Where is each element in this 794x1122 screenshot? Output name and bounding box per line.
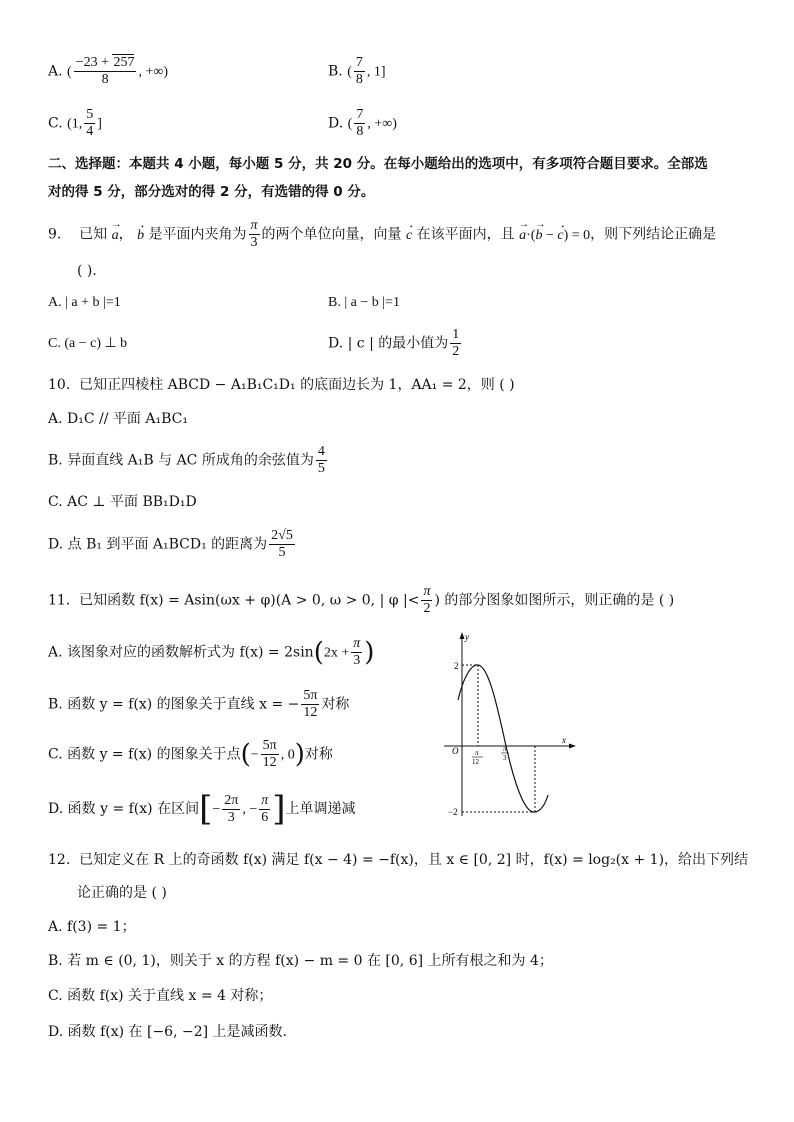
option-text: D₁C // 平面 A₁BC₁ — [67, 411, 188, 427]
tick2-numerator: π — [503, 745, 507, 753]
q12-stem-line2: 论正确的是 ( ) — [77, 885, 167, 901]
denominator: 4 — [86, 124, 94, 139]
option-label: C. — [48, 746, 63, 763]
q12-stem-line1 — [48, 851, 748, 869]
fraction — [354, 55, 365, 88]
fraction — [354, 107, 365, 140]
q12-option-c — [48, 987, 272, 1005]
option-tail: , +∞) — [138, 64, 169, 80]
option-label: C. — [48, 988, 63, 1004]
x-arrow — [569, 744, 576, 749]
fraction — [259, 793, 270, 826]
q10-option-a — [48, 410, 188, 428]
origin-label: O — [452, 746, 459, 756]
question-number: 11. — [48, 592, 71, 609]
option-text: f(3) = 1； — [67, 919, 136, 935]
numerator: 2√5 — [271, 528, 293, 543]
numerator: 5π — [262, 738, 277, 753]
numerator-part: −23 + — [75, 55, 109, 70]
option-label: A. — [48, 644, 63, 661]
vector-a: → a — [112, 227, 119, 245]
sign: − — [250, 747, 259, 763]
denominator: 3 — [250, 235, 258, 250]
y-axis-label: y — [465, 632, 469, 642]
q8-option-b: B. ( $\frac{7}{8}$ , 1] — [328, 55, 386, 87]
q9-option-b — [328, 294, 400, 312]
point-tail: , 0 — [280, 747, 295, 763]
option-label: A. — [48, 295, 62, 310]
option-text: (a − c) ⊥ b — [64, 336, 128, 351]
q8-option-c — [48, 107, 102, 140]
condition-equation: → a·(→ b − • c) = 0 — [519, 228, 590, 243]
option-label: A. — [48, 411, 63, 427]
q10-stem — [48, 376, 515, 394]
option-label: A. — [48, 63, 63, 80]
stem-text: 是平面内夹角为 — [148, 226, 247, 243]
option-label: D. — [328, 115, 344, 132]
option-label: A. — [48, 919, 63, 935]
q11-option-d: D. 函数 y = f(x) 在区间[− $\frac{2\pi}{3}$ , − $\frac{\pi}{6}$ ]上单调递减 — [48, 789, 356, 829]
numerator: π — [353, 636, 361, 651]
inner-expr: 2x + — [323, 645, 350, 661]
fraction — [222, 793, 240, 826]
sine-graph — [440, 630, 580, 820]
numerator: π — [423, 584, 431, 599]
stem-text: ) 的部分图象如图所示，则正确的是 ( ) — [434, 592, 675, 609]
option-text: 若 m ∈ (0, 1)，则关于 x 的方程 f(x) − m = 0 在 [0, 6] 上所有根之和为 4； — [67, 953, 553, 969]
stem-text: ， — [118, 226, 133, 243]
option-text: 函数 f(x) 在 [−6, −2] 上是减函数. — [67, 1024, 287, 1040]
y-max-label: 2 — [454, 661, 459, 671]
denominator: 5 — [278, 545, 286, 560]
option-text: | c | 的最小值为 — [347, 335, 449, 352]
fraction — [301, 688, 319, 721]
denominator: 12 — [303, 705, 318, 720]
option-text: (1, — [67, 116, 83, 132]
option-text: 函数 y = f(x) 的图象关于直线 x = − — [67, 696, 300, 713]
fraction — [269, 528, 295, 561]
option-text: 函数 f(x) 关于直线 x = 4 对称； — [67, 988, 273, 1004]
vector-b: • b — [137, 227, 144, 245]
numerator: 7 — [355, 55, 363, 70]
section-heading-line2: 对的得 5 分，部分选对的得 2 分，有选错的得 0 分。 — [48, 184, 375, 200]
vector-c: • c — [406, 227, 412, 245]
tick2-denominator: 3 — [503, 754, 507, 762]
tick1-numerator: π — [475, 749, 479, 757]
option-text: 对称 — [321, 696, 350, 713]
denominator: 2 — [423, 601, 431, 616]
fraction — [84, 107, 95, 140]
q9-stem — [48, 218, 716, 251]
option-label: B. — [328, 63, 343, 80]
option-label: D. — [48, 1024, 64, 1040]
option-text: 点 B₁ 到平面 A₁BCD₁ 的距离为 — [67, 536, 268, 553]
numerator: 4 — [317, 444, 325, 459]
stem-text: 在该平面内，且 — [416, 226, 515, 243]
option-label: D. — [328, 335, 344, 352]
fraction — [421, 584, 432, 617]
q12-option-b — [48, 952, 553, 970]
y-min-label: −2 — [448, 807, 458, 817]
denominator: 12 — [262, 755, 277, 770]
denominator: 3 — [227, 809, 235, 825]
fraction — [450, 327, 461, 360]
q10-option-c — [48, 493, 197, 511]
option-label: D. — [48, 801, 64, 817]
q12-option-a — [48, 918, 136, 936]
option-label: C. — [48, 494, 63, 510]
option-label: B. — [48, 953, 63, 969]
q8-option-a: A. ( $\frac{-23 + 257}{8}$ , +∞) — [48, 55, 169, 87]
denominator: 2 — [452, 344, 460, 359]
option-label: C. — [48, 336, 61, 351]
q10-option-b — [48, 444, 329, 477]
option-text: | a + b |=1 — [65, 295, 121, 310]
section-heading-line1: 二、选择题：本题共 4 小题，每小题 5 分，共 20 分。在每小题给出的选项中，有多项符合题目要求。全部选 — [48, 156, 708, 172]
denominator: 8 — [101, 72, 109, 87]
denominator: 3 — [353, 653, 361, 668]
option-text: 该图象对应的函数解析式为 f(x) = 2sin — [67, 644, 314, 661]
numerator: 5π — [303, 688, 318, 703]
sqrt-content: 257 — [113, 55, 135, 70]
option-text: | a − b |=1 — [344, 295, 400, 310]
option-label: B. — [48, 452, 63, 469]
q11-option-b — [48, 688, 349, 721]
question-number: 12. — [48, 852, 71, 868]
option-text: 对称 — [304, 746, 333, 763]
x-axis-label: x — [562, 735, 566, 745]
fraction — [261, 738, 279, 771]
q8-option-d: D. ( $\frac{7}{8}$ , +∞) — [328, 107, 397, 139]
numerator: 2π — [224, 792, 239, 808]
option-text: 函数 y = f(x) 的图象关于点 — [67, 746, 241, 763]
option-tail: , 1] — [366, 64, 386, 80]
numerator: 5 — [86, 107, 94, 122]
option-text: 函数 y = f(x) 在区间 — [67, 801, 200, 817]
stem-text: ，则下列结论正确是 — [590, 226, 717, 243]
option-label: B. — [48, 696, 63, 713]
question-number: 10. — [48, 377, 71, 393]
question-number: 9. — [48, 226, 62, 243]
q9-option-c — [48, 335, 127, 353]
option-tail: ] — [97, 116, 102, 132]
option-text: 上单调递减 — [285, 801, 356, 817]
option-text: 异面直线 A₁B 与 AC 所成角的余弦值为 — [67, 452, 314, 469]
option-text: AC ⊥ 平面 BB₁D₁D — [67, 494, 197, 510]
fraction — [249, 218, 260, 251]
denominator: 6 — [261, 809, 269, 825]
numerator: π — [261, 792, 269, 808]
q12-option-d — [48, 1023, 287, 1041]
option-label: B. — [328, 295, 341, 310]
denominator: 8 — [356, 124, 364, 139]
stem-text: 的两个单位向量，向量 — [261, 226, 402, 243]
q11-stem — [48, 584, 674, 617]
fraction — [74, 55, 137, 88]
option-label: C. — [48, 115, 63, 132]
numerator: π — [250, 218, 258, 233]
option-tail: , +∞) — [367, 116, 397, 132]
stem-text: 已知定义在 R 上的奇函数 f(x) 满足 f(x − 4) = −f(x)，且 x ∈ [0, 2] 时，f(x) = log₂(x + 1)，给出下列结 — [79, 852, 749, 868]
q9-blank: ( ). — [77, 263, 97, 279]
tick1-denominator: 12 — [472, 758, 479, 766]
stem-text: 已知 — [79, 226, 108, 243]
stem-text: 已知函数 f(x) = Asin(ωx + φ)(A > 0, ω > 0, | φ |< — [79, 592, 420, 609]
numerator: 7 — [356, 107, 364, 122]
numerator: 1 — [452, 327, 460, 342]
fraction — [316, 444, 327, 477]
q9-option-a — [48, 294, 121, 312]
q11-option-a: A. 该图象对应的函数解析式为 f(x) = 2sin(2x + $\frac{\pi}{3}$ ) — [48, 636, 375, 668]
option-label: D. — [48, 536, 64, 553]
q9-option-d — [328, 327, 463, 360]
q11-option-c: C. 函数 y = f(x) 的图象关于点(− $\frac{5\pi}{12}$ , 0)对称 — [48, 738, 333, 770]
fraction — [351, 636, 362, 669]
q10-option-d — [48, 528, 297, 561]
y-arrow — [460, 632, 465, 639]
stem-text: 已知正四棱柱 ABCD − A₁B₁C₁D₁ 的底面边长为 1，AA₁ = 2，则 ( ) — [79, 377, 515, 393]
denominator: 8 — [355, 72, 363, 87]
denominator: 5 — [317, 461, 325, 476]
